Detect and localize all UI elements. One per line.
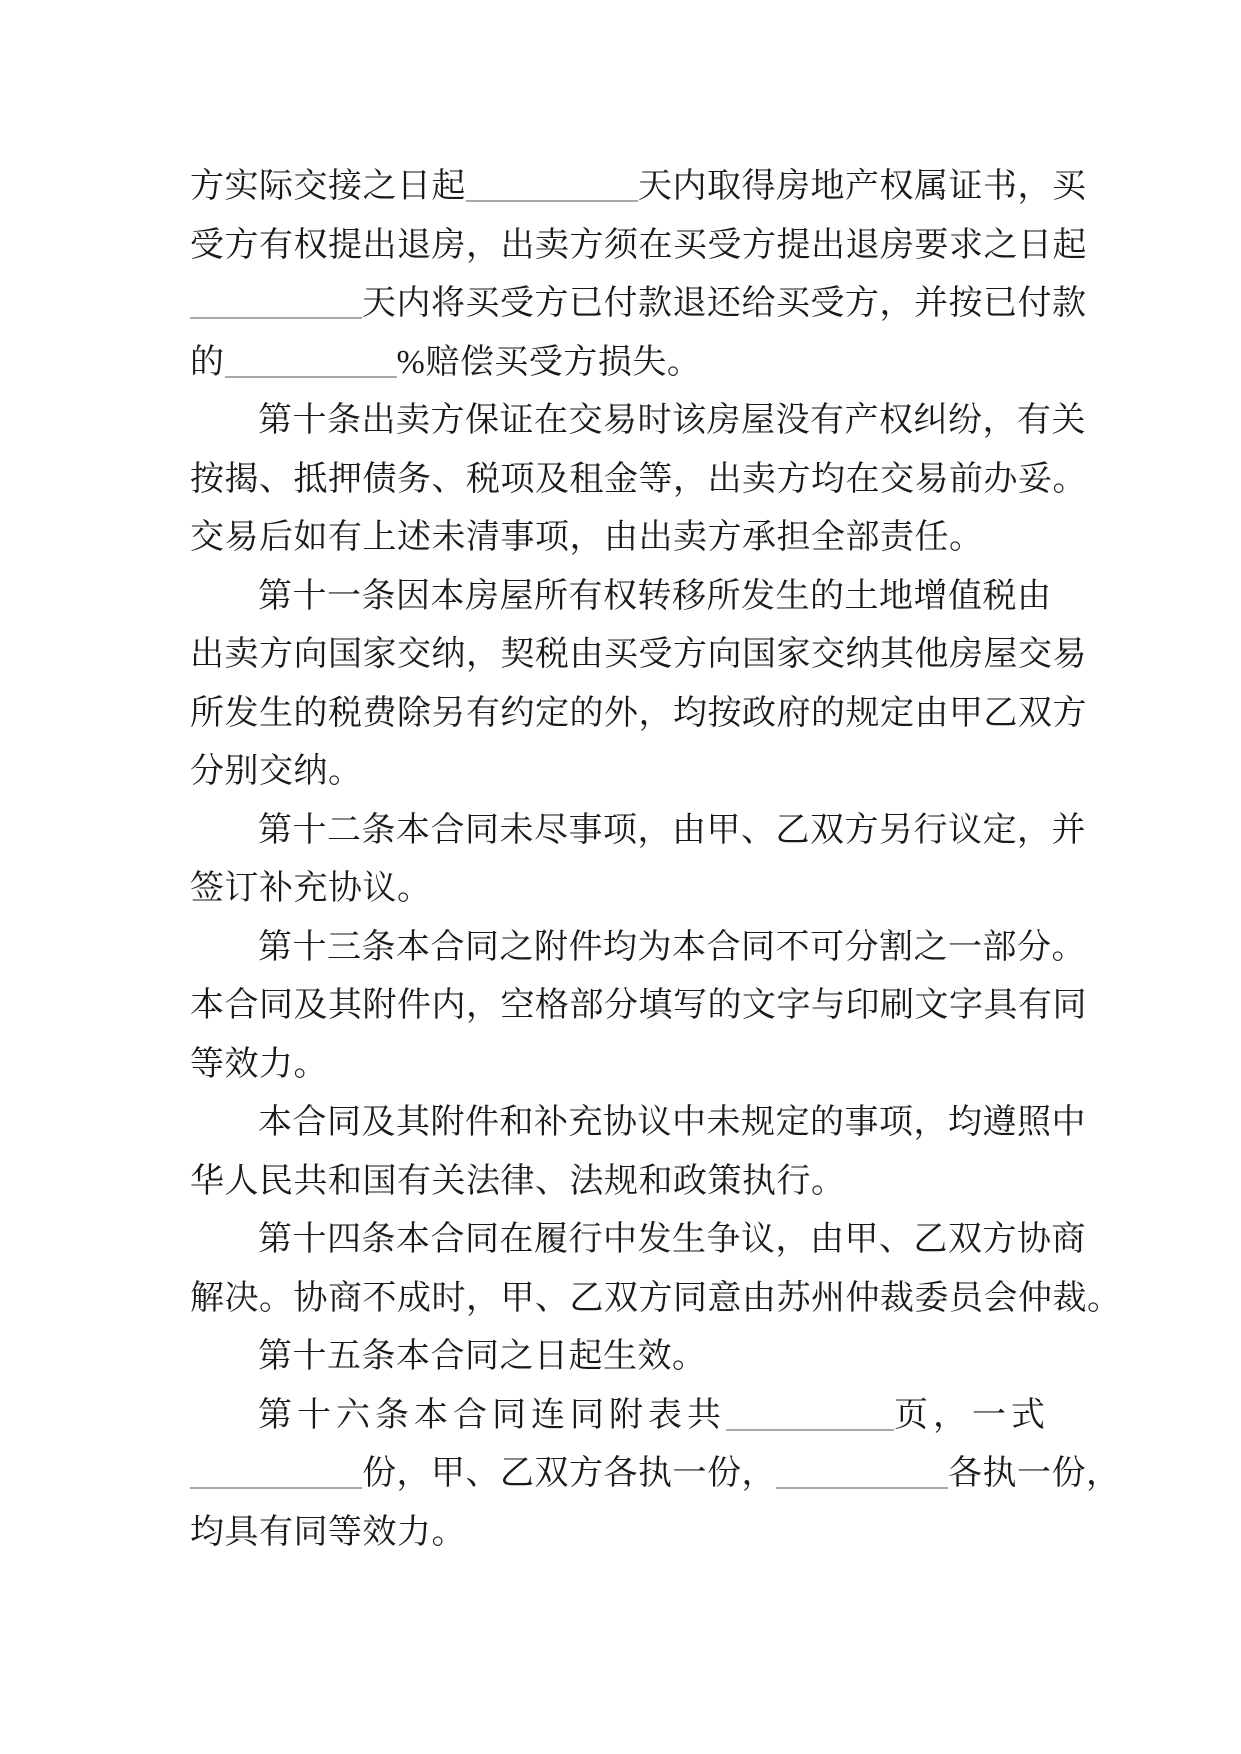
contract-line (190, 568, 1076, 627)
text-run: 受方有权提出退房，出卖方须在买受方提出退房要求之日起 (190, 226, 1087, 264)
text-run: 出卖方向国家交纳，契税由买受方向国家交纳其他房屋交易 (190, 636, 1087, 673)
contract-line (190, 685, 1087, 744)
text-run: 本合同及其附件和补充协议中未规定的事项，均遵照中 (258, 1104, 1086, 1141)
contract-line (190, 1153, 1076, 1212)
contract-line (190, 626, 1087, 685)
text-run: 本合同及其附件内，空格部分填写的文字与印刷文字具有同 (190, 987, 1087, 1024)
text-run: 页，一式 (894, 1396, 1050, 1434)
fill-in-blank (466, 170, 638, 202)
contract-line (190, 334, 1076, 393)
text-run: 华人民共和国有关法律、法规和政策执行。 (190, 1162, 846, 1200)
contract-line (190, 919, 1086, 978)
contract-line (190, 1504, 1076, 1563)
text-run: 签订补充协议。 (190, 870, 432, 907)
text-run: 第十六条本合同连同附表共 (258, 1396, 726, 1434)
fill-in-blank (190, 287, 362, 319)
text-run: 交易后如有上述未清事项，由出卖方承担全部责任。 (190, 519, 984, 556)
fill-in-blank (225, 346, 397, 378)
contract-line (190, 1036, 1076, 1095)
text-run: 第十条出卖方保证在交易时该房屋没有产权纠纷，有关 (258, 402, 1086, 439)
contract-line (190, 802, 1086, 861)
text-run: 份，甲、乙双方各执一份， (362, 1455, 776, 1492)
document-body (190, 158, 1122, 1562)
contract-line (190, 1211, 1086, 1270)
contract-line (190, 1328, 1076, 1387)
text-run: 第十五条本合同之日起生效。 (258, 1338, 707, 1375)
text-run: 均具有同等效力。 (190, 1513, 466, 1551)
text-run: 第十三条本合同之附件均为本合同不可分割之一部分。 (258, 928, 1086, 966)
contract-line (190, 977, 1087, 1036)
text-run: 各执一份， (948, 1455, 1121, 1492)
contract-line (190, 1270, 1122, 1329)
contract-line (190, 743, 1076, 802)
fill-in-blank (190, 1457, 362, 1489)
contract-line (190, 1445, 1121, 1504)
contract-line (190, 860, 1076, 919)
contract-line (190, 1387, 1076, 1446)
text-run: 分别交纳。 (190, 753, 363, 790)
text-run: 所发生的税费除另有约定的外，均按政府的规定由甲乙双方 (190, 694, 1087, 732)
text-run: 方实际交接之日起 (190, 168, 466, 205)
contract-line (190, 451, 1087, 510)
text-run: 天内将买受方已付款退还给买受方，并按已付款 (362, 285, 1087, 322)
text-run: 第十二条本合同未尽事项，由甲、乙双方另行议定，并 (258, 811, 1086, 849)
contract-line (190, 275, 1087, 334)
text-run: 等效力。 (190, 1045, 328, 1083)
contract-line (190, 1094, 1086, 1153)
text-run: 天内取得房地产权属证书，买 (638, 168, 1087, 205)
contract-line (190, 392, 1086, 451)
text-run: %赔偿买受方损失。 (396, 343, 702, 381)
text-run: 第十一条因本房屋所有权转移所发生的土地增值税由 (258, 577, 1052, 615)
text-run: 按揭、抵押债务、税项及租金等，出卖方均在交易前办妥。 (190, 460, 1087, 498)
fill-in-blank (726, 1399, 894, 1431)
text-run: 解决。协商不成时，甲、乙双方同意由苏州仲裁委员会仲裁。 (190, 1279, 1122, 1317)
fill-in-blank (776, 1457, 948, 1489)
text-run: 第十四条本合同在履行中发生争议，由甲、乙双方协商 (258, 1221, 1086, 1258)
text-run: 的 (190, 343, 225, 381)
contract-line (190, 509, 1076, 568)
contract-line (190, 217, 1087, 276)
contract-line (190, 158, 1087, 217)
